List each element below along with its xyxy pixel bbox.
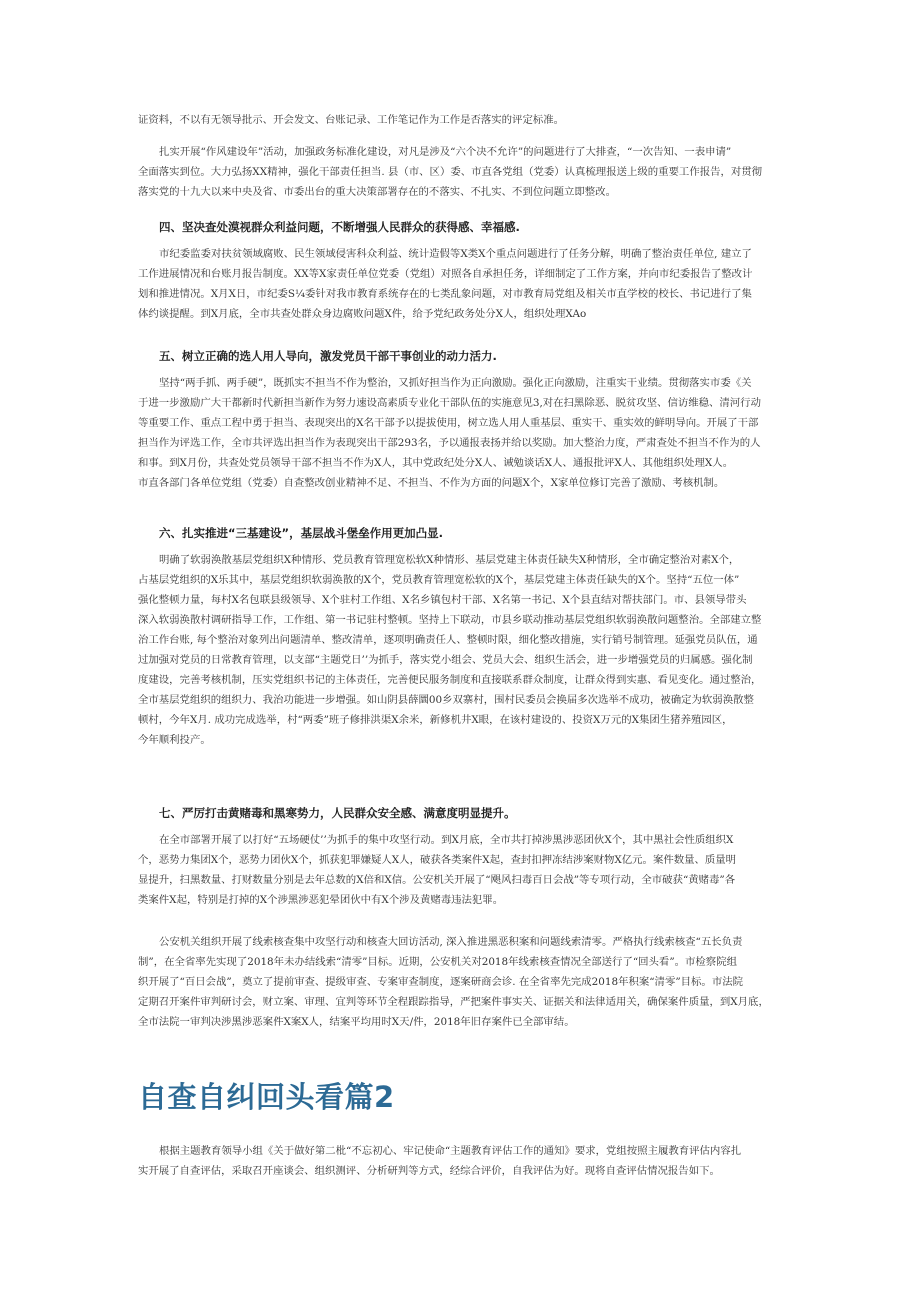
text-line: 根据主题教育领导小组《关于做好第二枇“不忘初心、牢记使命“主题教育评估工作的通知》要求，党组按照主履教育评估内容扎: [159, 1145, 742, 1157]
text-line: 明确了软弱涣散基层党组织X种情形、党员教育管理宽松软X种情形、基层党建主体责任缺失X种情形，全市确定整治对素X个，: [159, 554, 740, 566]
text-line: 公安机关组织开展了线索核查集中攻坚行动和核查大回访活动, 深入推进黑恶积案和问题线索清零。严格执行线索核查“五长负责: [159, 936, 743, 948]
text-line: 占基层党组织的X乐其中，基层党组织软弱涣散的X个，党员教育管理宽松软的X个，基层党建主体责任缺失的X个。坚持“五位一体”: [138, 574, 740, 586]
text-line: 类案件X起，特别是打掉的X个涉黑涉恶犯晕团伙中有X个涉及黄赌毒违法犯罪。: [138, 894, 504, 906]
text-line: 证资料，不以有无领导批示、开会发文、台账记录、工作笔记作为工作是否落实的评定标准。: [138, 114, 565, 126]
text-line: 落实党的十九大以来中央及省、市委出台的重大决策部署存在的不落实、不扎实、不到位问题立即整改。: [138, 186, 616, 198]
text-line: 定期召开案件审判研讨会，财立案、审理、宜判等环节全程跟踪指导，严把案件事实关、证据关和法律适用关，确保案件质量，到X月底，: [138, 996, 769, 1008]
paragraph-public-security: [138, 932, 788, 1032]
text-line: 扎实开展“作风建设年”活动，加强政务标准化建设，对凡是涉及“六个决不允许”的问题进行了大排查，“一次告知、一表申请”: [159, 146, 732, 158]
text-line: 显提升，扫黑数量、打财数量分别是去年总数的X倍和X信。公安机关开展了“飓风扫毒百日会战”等专项行动，全市破获“黄赌毒”各: [138, 874, 736, 886]
paragraph-standard: [138, 110, 788, 130]
text-line: 市纪委监委对扶贫领域腐败、民生领域侵害科众利益、统计造假等X类X个重点问题进行了任务分解，明确了整治责任单位, 建立了: [159, 248, 752, 260]
text-line: 全市法院一审判决涉黑涉恶案件X案X人，结案平均用时X天/件，2018年旧存案件已全部审结。: [138, 1016, 575, 1028]
paragraph-intro: [138, 1141, 788, 1181]
text-line: 和事。到X月份，共查处党员领导干部不担当不作为X人，其中党政纪处分X人、诫勉谈话X人、通报批评X人、其他组织处理X人。: [138, 457, 734, 469]
text-line: 担当作为评选工作，全市共评选出担当作为表现突出干部293名，予以通报表扬并给以奖励。加大整治力度，严肃查处不担当不作为的人: [138, 437, 761, 449]
paragraph-section-5: [138, 373, 788, 493]
text-line: 工作进展情况和台账月报告制度。XX等X家责任单位党委（党组）对照各自承担任务，详细制定了工作方案，并向市纪委报告了整改计: [138, 268, 753, 280]
text-line: 在全市部署开展了以打好“五场硬仗’’为抓手的集中攻坚行动。到X月底，全市共打掉涉黑涉恶团伙X个，其中黑社会性质组织X: [159, 834, 734, 846]
text-line: 全市基层党组织的组织力、我治功能进一步增强。如山阴县薛圜00乡双寨村，围村民委员会换届多次选举不成功，被确定为软弱涣散整: [138, 694, 754, 706]
paragraph-style-year: [138, 142, 788, 202]
text-line: 体约谈提醒。到X月底，全市共查处群众身边腐败问题X件，给予党纪政务处分X人，组织处理XAo: [138, 308, 587, 320]
article-title: 自查自纠回头看篇2: [138, 1080, 395, 1114]
paragraph-section-4: [138, 244, 788, 324]
paragraph-section-6: [138, 550, 788, 750]
text-line: 于进一步激励广大干都新时代新担当新作为努力速设高素质专业化干部队伍的实施意见3,对在扫黑除恶、脱贫攻坚、信访维稳、清河行动: [138, 397, 761, 409]
paragraph-section-7: [138, 830, 788, 910]
section-heading-4: 四、坚决查处漠视群众利益问题，不断增强人民群众的获得感、幸福感.: [159, 220, 520, 234]
text-line: 划和推进情况。X月X日，市纪委S¼委针对我市教育系统存在的七类乱象问题，对市教育局党组及相关市直学校的校长、书记进行了集: [138, 288, 752, 300]
text-line: 实开展了自查评估，采取召开座谈会、组织测评、分析研判等方式，经综合评价，自我评估为好。现将自查评估情况报告如下。: [138, 1165, 720, 1177]
text-line: 市直各部门各单位党组（党委）自查整改创业精神不足、不担当、不作为方面的问题X个，X家单位修订完善了激励、考核机制。: [138, 477, 725, 489]
text-line: 织开展了“百日会战”，奠立了提前审查、提级审查、专案审查制度，逐案研商会诊. 在全省率先完成2018年积案“清零”目标。市法院: [138, 976, 743, 988]
text-line: 个，恶势力集团X个，恶势力团伙X个，抓获犯罪嫌疑人X人，破获各类案件X起，查封扣押冻结涉案财物X亿元。案件数量、质量明: [138, 854, 737, 866]
section-heading-6: 六、扎实推进“三基建设”，基层战斗堡垒作用更加凸显.: [159, 526, 443, 540]
text-line: 顿村，今年X月. 成功完成选举，村“两委”班子修排洪渠X余米，新修机井X眼，在该村建设的、投资X万元的X集团生猪养殖园区，: [138, 714, 733, 726]
text-line: 治工作台账, 每个整治对象列出问题清单、整改清单，逐项明确责任人、整顿时限，细化整改措施，实行销号制管理。延强党员队伍，通: [138, 634, 758, 646]
text-line: 等重要工作、重点工程中勇于担当、表现突出的X名干部予以提拔使用，树立选人用人重基层、重实干、重实效的鲜明导向。开展了干部: [138, 417, 759, 429]
text-line: 过加强对党员的日常教育管理，以支部“主题党日’’为抓手，落实党小组会、党员大会、组织生活会，进一步增强党员的归属感。强化制: [138, 654, 753, 666]
section-heading-5: 五、树立正确的选人用人导向，激发党员干部干事创业的动力活力.: [159, 349, 497, 363]
text-line: 坚持“两手抓、两手硬”，既抓实不担当不作为整治，又抓好担当作为正向激励。强化正向激励，注重实干业绩。贯彻落实市委《关: [159, 377, 752, 389]
text-line: 全面落实到位。大力弘扬XX精神，强化干部责任担当. 县（市、区）委、市直各党组（党委）认真梳理报送上级的重要工作报告，对贯彻: [138, 166, 763, 178]
text-line: 今年顺利投产。: [138, 734, 211, 746]
text-line: 制”，在全省率先实现了2018年未办结线索“清零”目标。近期，公安机关对2018年线索核查情况全部送行了“回头看”。市检察院组: [138, 956, 737, 968]
text-line: 深入软弱涣散村调研指导工作，工作组、第一书记驻村整顿。坚持上下联动，市县乡联动推动基层党组织软弱涣散问题整治。全部建立整: [138, 614, 762, 626]
text-line: 强化整顿力量，每村X名包联县级领导、X个驻村工作组、X名乡镇包村干部、X名第一书记、X个县直结对帮扶部门。市、县领导带头: [138, 594, 747, 606]
text-line: 度建设，完善考核机制，压实党组织书记的主体责任，完善便民服务制度和直接联系群众制度，让群众得到实惠、看见变化。通过整治，: [138, 674, 762, 686]
section-heading-7: 七、严厉打击黄赌毒和黑寒势力，人民群众安全感、满意度明显提升。: [159, 806, 516, 820]
